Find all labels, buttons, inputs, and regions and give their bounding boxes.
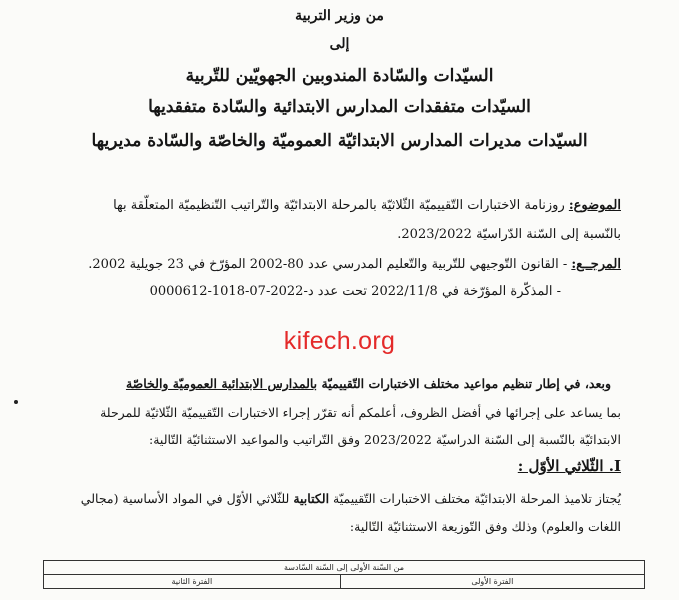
section-1-line-2: اللغات والعلوم) وذلك وفق التّوزيعة الاستثنائيّة التّالية:	[349, 519, 621, 534]
recipient-line-3: السيّدات مديرات المدارس الابتدائيّة العموميّة والخاصّة والسّادة مديريها	[91, 131, 588, 151]
recipient-line-2: السيّدات متفقدات المدارس الابتدائية والسّادة متفقديها	[148, 97, 531, 117]
body-intro-emphasis: بالمدارس الابتدائية العموميّة والخاصّة	[125, 376, 318, 391]
table-header-row	[44, 561, 645, 575]
section-1-text-c: للثّلاثي الأوّل في المواد الأساسية (مجالي	[80, 491, 294, 506]
section-1-text-b: الكتابية	[293, 491, 330, 506]
subject-line	[113, 198, 621, 213]
table-col-1: الفترة الأولى	[340, 575, 644, 589]
watermark-text: kifech.org	[283, 327, 396, 355]
schedule-table	[43, 560, 645, 589]
table-header-cell: من السّنة الأولى إلى السّنة السّادسة	[44, 561, 645, 575]
margin-mark	[14, 400, 18, 404]
reference-text: - القانون التّوجيهي للتّربية والتّعليم المدرسي عدد 80-2002 المؤرّخ في 23 جويلية 2002.	[88, 257, 572, 272]
table-row	[44, 575, 645, 589]
subject-label: الموضوع:	[568, 198, 621, 213]
reference-line-2: - المذكّرة المؤرّخة في 2022/11/8 تحت عدد د-2022-07-1018-0000612	[149, 284, 561, 299]
section-1-title: I. الثّلاثي الأوّل :	[517, 457, 621, 475]
recipient-line-1: السيّدات والسّادة المندوبين الجهويّين للتّربية	[185, 66, 494, 86]
section-1-text-a: يُجتاز تلاميذ المرحلة الابتدائيّة مختلف الاختبارات التّقييميّة	[329, 491, 621, 506]
reference-label: المرجــع:	[571, 257, 621, 272]
body-line-2: بما يساعد على إجرائها في أفضل الظروف، أعلمكم أنه تقرّر إجراء الاختبارات التّقييميّة الثّلاثيّة للمرحلة	[100, 405, 621, 420]
body-intro-line	[126, 376, 611, 391]
body-line-3: الابتدائيّة بالنّسبة إلى السّنة الدراسيّة 2023/2022 وفق التّراتيب والمواعيد الاستثنائيّة التّالية:	[149, 432, 621, 447]
table-col-2: الفترة الثانية	[44, 575, 341, 589]
reference-line	[88, 257, 621, 272]
section-1-line-1	[81, 491, 621, 506]
subject-line-2: بالنّسبة إلى السّنة الدّراسيّة 2023/2022.	[397, 227, 621, 242]
subject-text: روزنامة الاختبارات التّقييميّة الثّلاثيّة بالمرحلة الابتدائيّة والتّراتيب التّنظيميّة المتعلّقة بها	[113, 198, 569, 213]
body-intro-text: وبعد، في إطار تنظيم مواعيد مختلف الاختبارات التّقييميّة	[317, 376, 611, 391]
to-line: إلى	[329, 36, 350, 52]
sender-line: من وزير التربية	[295, 8, 384, 24]
